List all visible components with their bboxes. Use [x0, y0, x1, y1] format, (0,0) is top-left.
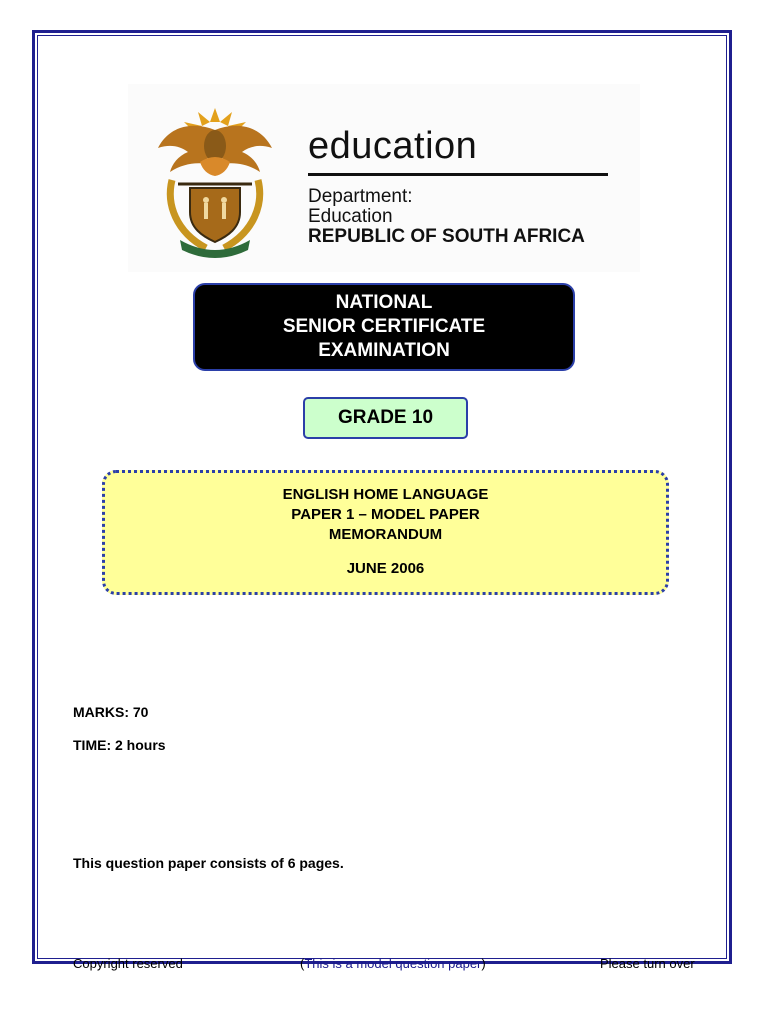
model-paper-note: [300, 956, 486, 971]
subject-line-2: PAPER 1 – MODEL PAPER: [291, 506, 480, 523]
exam-title-line-2: SENIOR CERTIFICATE: [282, 316, 486, 337]
turn-over-text: Please turn over: [600, 956, 695, 971]
model-paper-text: This is a model question paper: [304, 956, 482, 971]
paren-open: (: [300, 956, 305, 971]
exam-title-line-1: NATIONAL: [335, 292, 433, 313]
pages-note: This question paper consists of 6 pages.: [73, 855, 344, 871]
subject-box: [102, 470, 669, 595]
grade-badge: GRADE 10: [303, 397, 468, 439]
education-wordmark: education: [308, 125, 478, 167]
exam-title-line-3: EXAMINATION: [318, 340, 450, 361]
subject-line-1: ENGLISH HOME LANGUAGE: [282, 486, 489, 503]
marks-text: MARKS: 70: [73, 704, 149, 720]
subject-spacer: [105, 545, 666, 559]
time-text: TIME: 2 hours: [73, 737, 166, 753]
country-name: REPUBLIC OF SOUTH AFRICA: [308, 226, 585, 247]
coat-of-arms-icon: [150, 100, 280, 260]
paren-close: ): [481, 956, 486, 971]
department-name: Education: [308, 206, 393, 227]
copyright-text: Copyright reserved: [73, 956, 183, 971]
department-label: Department:: [308, 186, 413, 207]
subject-line-3: MEMORANDUM: [328, 526, 443, 543]
wordmark-underline: [308, 173, 608, 176]
subject-date: JUNE 2006: [346, 560, 425, 577]
exam-title-box: [193, 283, 575, 371]
